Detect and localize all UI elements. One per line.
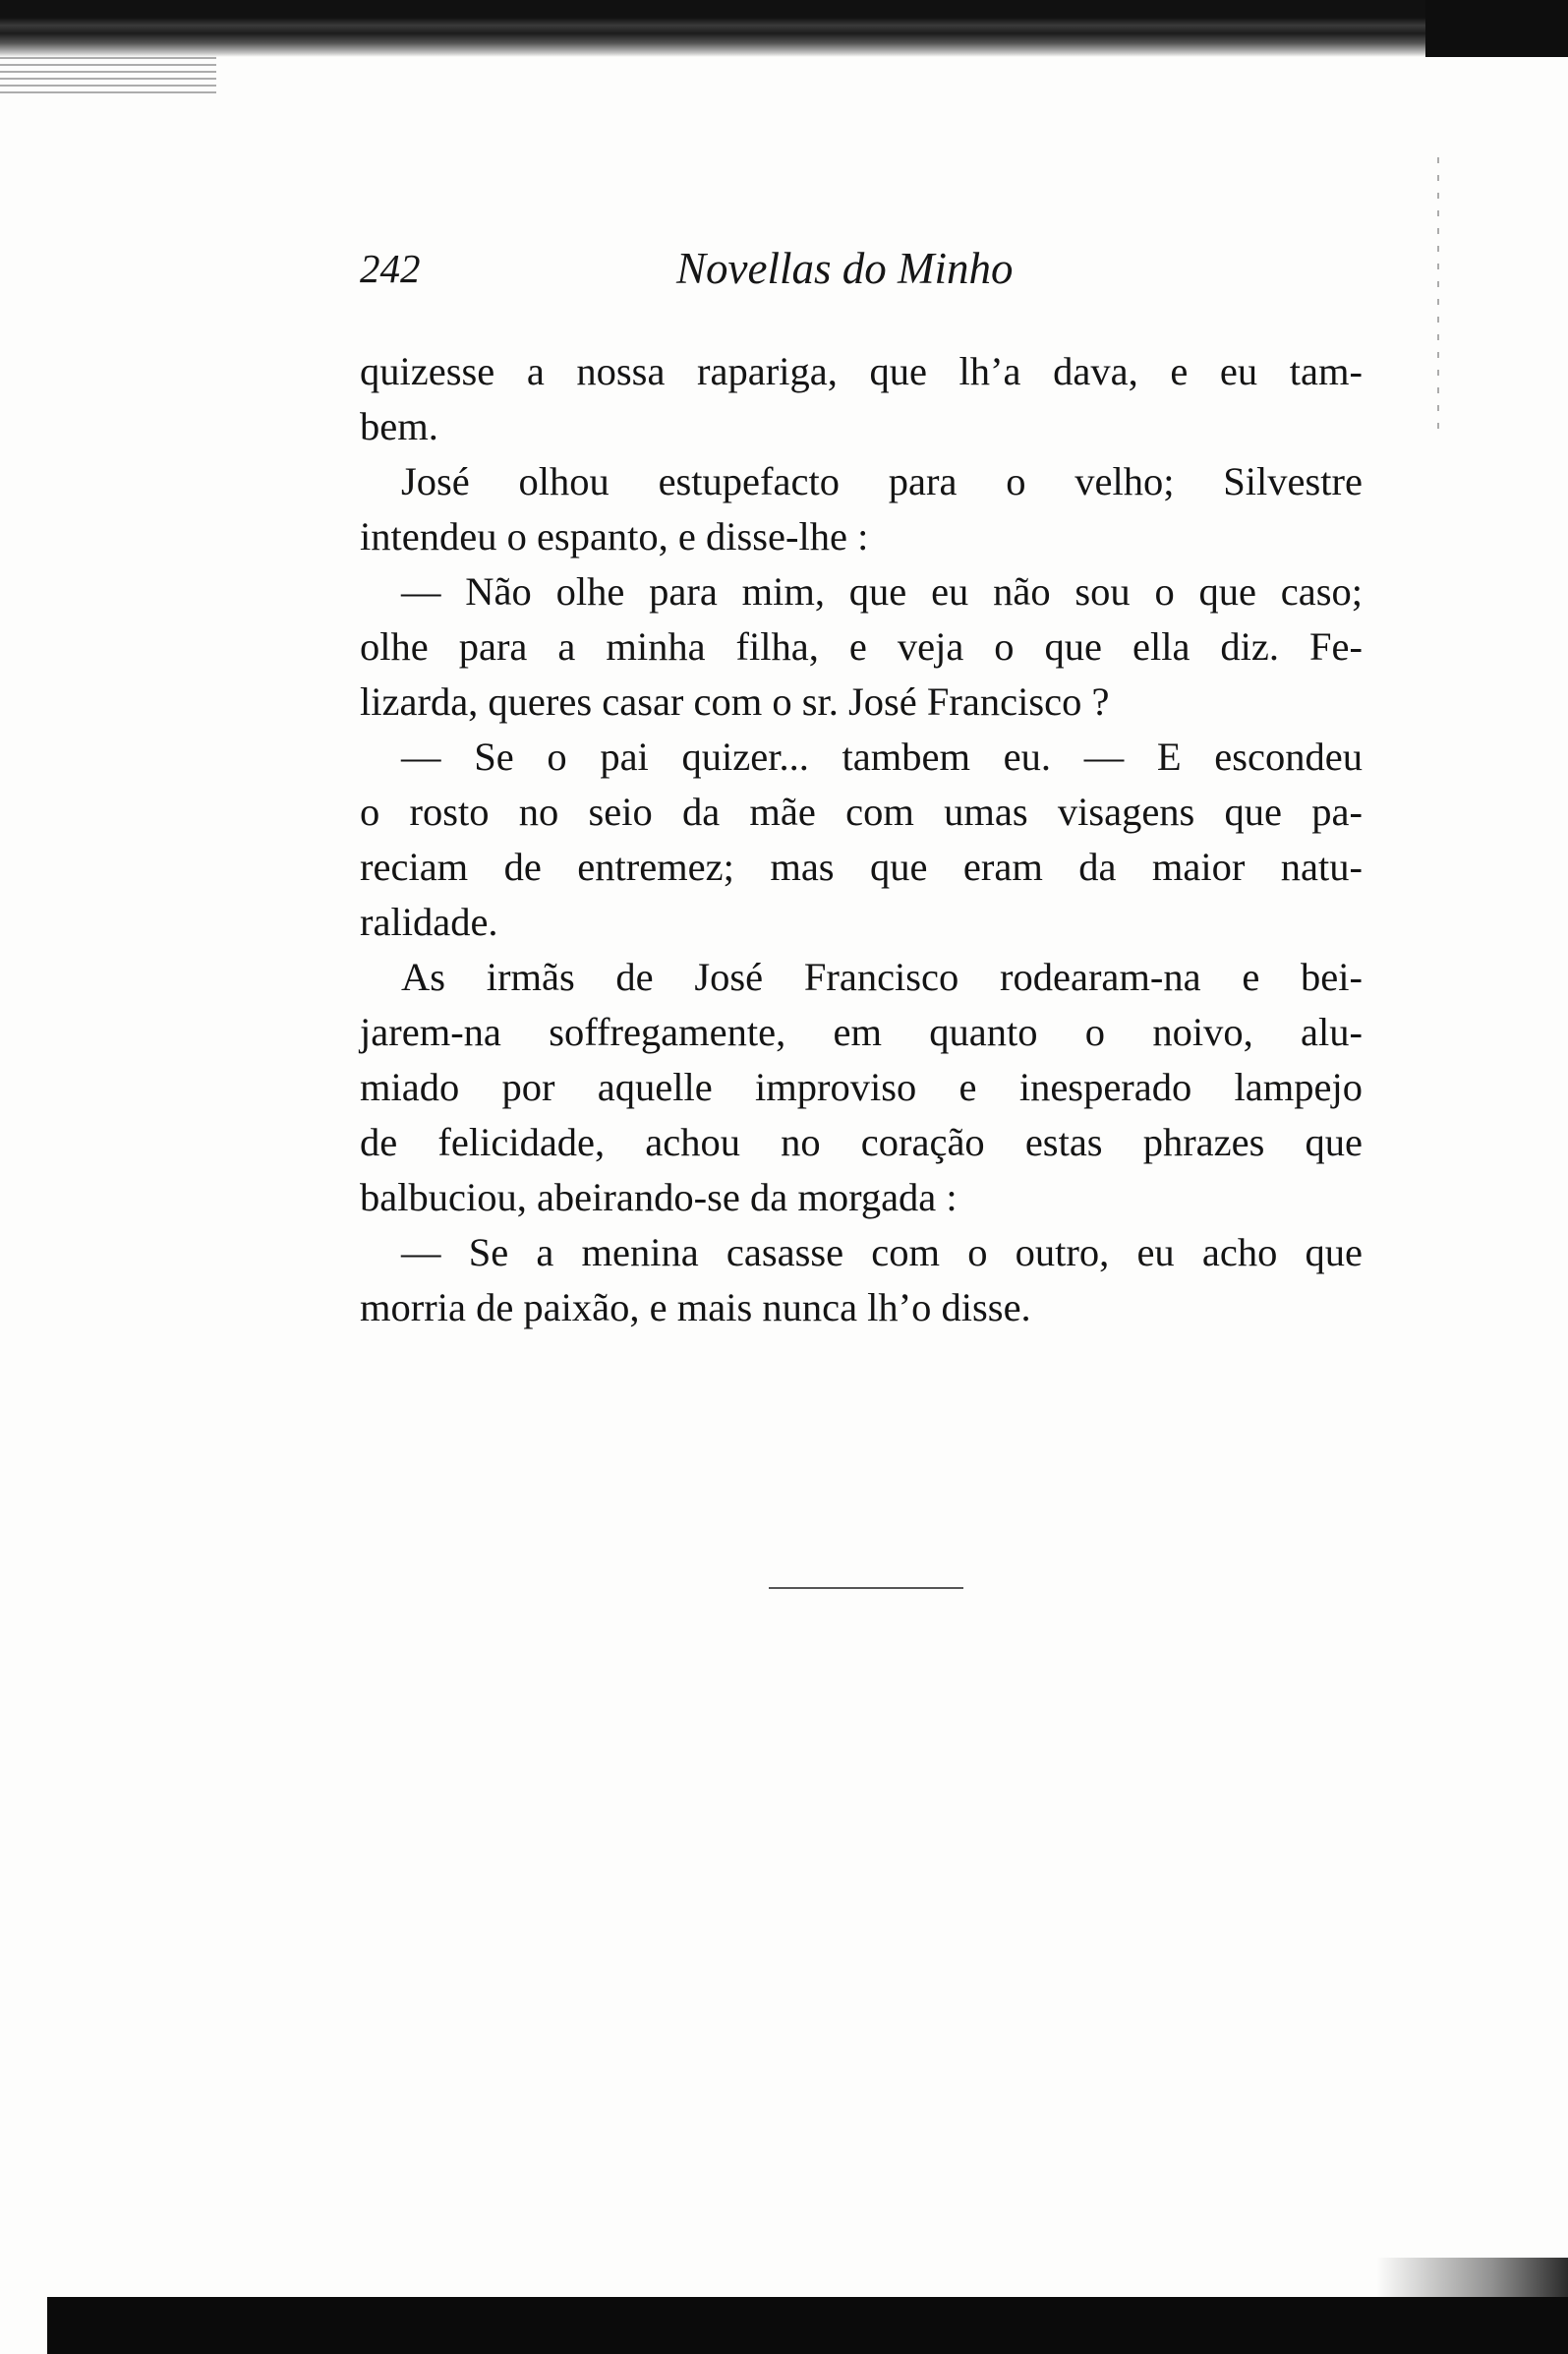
text-line: — Se a menina casasse com o outro, eu acho que: [401, 1230, 1363, 1274]
text-line: — Não olhe para mim, que eu não sou o que caso;: [401, 569, 1363, 614]
running-title: Novellas do Minho: [676, 244, 1014, 293]
end-rule: [769, 1587, 963, 1589]
text-line: balbuciou, abeirando-se da morgada :: [360, 1175, 958, 1219]
text-line: de felicidade, achou no coração estas phrazes que: [360, 1120, 1363, 1164]
text-line: jarem-na soffregamente, em quanto o noivo, alu-: [360, 1010, 1363, 1054]
text-line: morria de paixão, e mais nunca lh’o disse.: [360, 1285, 1031, 1329]
running-head: [360, 239, 1363, 298]
scan-edge-bottom: [47, 2297, 1568, 2354]
scan-margin-mark: [1437, 157, 1439, 433]
text-line: olhe para a minha filha, e veja o que ella diz. Fe-: [360, 624, 1363, 669]
page-number: 242: [360, 246, 421, 291]
text-line: o rosto no seio da mãe com umas visagens que pa-: [360, 790, 1363, 834]
text-line: ralidade.: [360, 900, 498, 944]
scan-streaks: [0, 57, 216, 96]
text-line: As irmãs de José Francisco rodearam-na e bei-: [401, 955, 1363, 999]
text-line: José olhou estupefacto para o velho; Silvestre: [401, 459, 1363, 503]
text-line: miado por aquelle improviso e inesperado lampejo: [360, 1065, 1363, 1109]
text-line: intendeu o espanto, e disse-lhe :: [360, 514, 869, 559]
scan-edge-top-corner: [1425, 0, 1568, 57]
body-text: [360, 344, 1363, 1335]
text-line: — Se o pai quizer... tambem eu. — E escondeu: [401, 735, 1363, 779]
text-line: quizesse a nossa rapariga, que lh’a dava, e eu tam-: [360, 349, 1363, 393]
scan-edge-bottom-fade: [1376, 2258, 1568, 2297]
text-line: lizarda, queres casar com o sr. José Francisco ?: [360, 679, 1110, 724]
text-line: bem.: [360, 404, 438, 448]
scan-edge-top: [0, 0, 1514, 57]
text-line: reciam de entremez; mas que eram da maior natu-: [360, 845, 1363, 889]
